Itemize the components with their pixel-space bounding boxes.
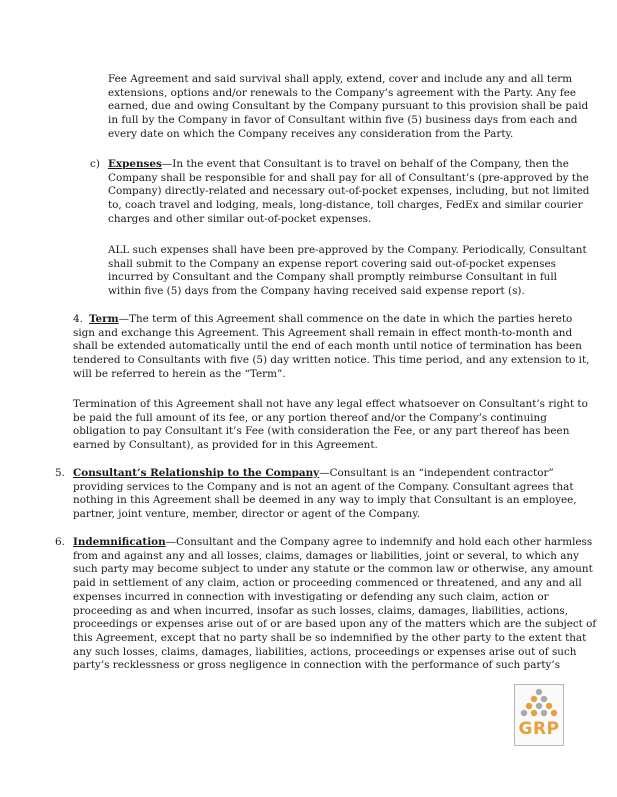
text-line: charges and other similar out-of-pocket expenses. — [108, 212, 372, 225]
text-span: —In the event that Consultant is to travel on behalf of the Company, then the — [161, 158, 569, 170]
text-line: Termination of this Agreement shall not have any legal effect whatsoever on Consultant’s right to — [73, 398, 588, 410]
expenses-paragraph — [108, 158, 589, 227]
text-line: proceedings or expenses arise out of or are based upon any of the matters which are the subject of — [73, 618, 597, 631]
term-paragraph — [73, 313, 589, 382]
logo-dot — [551, 710, 557, 716]
text-line: paid in settlement of any claim, action or proceeding commenced or threatened, and any and all — [73, 577, 582, 590]
relationship-heading: Consultant’s Relationship to the Company — [73, 467, 320, 479]
expenses-marker: c) — [90, 158, 100, 170]
text-line: shall submit to the Company an expense report covering said out-of-pocket expenses — [108, 257, 556, 270]
text-line: every date on which the Company receives any consideration from the Party. — [108, 127, 514, 140]
text-line: partner, joint venture, member, director or agent of the Company. — [73, 508, 421, 521]
grp-logo-icon — [515, 685, 563, 721]
text-line: Company) directly-related and necessary out-of-pocket expenses, including, but not limited — [108, 185, 590, 198]
text-line — [108, 158, 589, 172]
fee-agreement-paragraph — [108, 73, 588, 142]
text-line: in full by the Company in favor of Consultant within five (5) business days from each and — [108, 114, 578, 127]
text-line: any such losses, claims, damages, liabilities, actions, proceedings or expenses arise out of such — [73, 645, 577, 658]
text-line: within five (5) days from the Company having received said expense report (s). — [108, 285, 525, 298]
text-span: —Consultant is an “independent contractor” — [319, 467, 554, 479]
text-line: party’s recklessness or gross negligence in connection with the performance of such party’s — [73, 659, 561, 672]
logo-dot — [546, 703, 552, 709]
logo-dot — [541, 710, 547, 716]
term-heading: Term — [89, 313, 119, 325]
text-line: earned by Consultant), as provided for in this Agreement. — [73, 439, 378, 452]
text-line: ALL such expenses shall have been pre-approved by the Company. Periodically, Consultant — [108, 244, 587, 256]
grp-logo-text: GRP — [518, 719, 560, 739]
text-line: shall be extended automatically until the end of each month until notice of termination has been — [73, 340, 582, 353]
text-line: earned, due and owing Consultant by the Company pursuant to this provision shall be paid — [108, 100, 589, 113]
text-line: such party may become subject to under any statute or the common law or otherwise, any amount — [73, 563, 593, 576]
text-line — [73, 536, 596, 550]
logo-dot — [536, 689, 542, 695]
text-line: incurred by Consultant and the Company shall promptly reimburse Consultant in full — [108, 271, 557, 284]
termination-paragraph — [73, 398, 588, 453]
text-line: sign and exchange this Agreement. This Agreement shall remain in effect month-to-month and — [73, 326, 573, 339]
text-line: this Agreement, except that no party shall be so indemnified by the other party to the extent that — [73, 631, 587, 644]
logo-dot — [541, 696, 547, 702]
logo-dot — [531, 710, 537, 716]
text-line: obligation to pay Consultant it’s Fee (with consideration the Fee, or any part thereof has been — [73, 425, 570, 438]
text-line: be paid the full amount of its fee, or any portion thereof and/or the Company’s continuing — [73, 411, 547, 424]
text-line: Fee Agreement and said survival shall apply, extend, cover and include any and all term — [108, 73, 573, 85]
text-line — [73, 313, 589, 327]
logo-dot — [521, 710, 527, 716]
text-line: Company shall be responsible for and shall pay for all of Consultant’s (pre-approved by the — [108, 171, 589, 184]
text-line: from and against any and all losses, claims, damages or liabilities, joint or several, to which any — [73, 549, 579, 562]
logo-dot — [536, 703, 542, 709]
text-line: tendered to Consultants with five (5) day written notice. This time period, and any extension to it, — [73, 354, 590, 367]
text-line: will be referred to herein as the “Term”. — [73, 367, 286, 380]
indemnification-number: 6. — [55, 536, 65, 548]
text-span: —Consultant and the Company agree to indemnify and hold each other harmless — [165, 536, 593, 548]
relationship-number: 5. — [55, 467, 65, 479]
text-span: —The term of this Agreement shall commence on the date in which the parties hereto — [118, 313, 573, 325]
text-line: providing services to the Company and is not an agent of the Company. Consultant agrees that — [73, 480, 574, 493]
logo-dot — [526, 703, 532, 709]
text-line: proceeding as and when incurred, insofar as such losses, claims, damages, liabilities, actions, — [73, 604, 569, 617]
text-line: to, coach travel and lodging, meals, long-distance, toll charges, FedEx and similar courier — [108, 199, 583, 212]
text-line: extensions, options and/or renewals to the Company’s agreement with the Party. Any fee — [108, 86, 577, 99]
logo-dot — [531, 696, 537, 702]
text-line: nothing in this Agreement shall be deemed in any way to imply that Consultant is an employee, — [73, 494, 577, 507]
relationship-paragraph — [73, 467, 577, 522]
indemnification-paragraph — [73, 536, 596, 673]
text-line — [73, 467, 577, 481]
grp-logo — [514, 684, 564, 746]
text-line: expenses incurred in connection with investigating or defending any such claim, action or — [73, 590, 549, 603]
term-number: 4. — [73, 313, 83, 325]
indemnification-heading: Indemnification — [73, 536, 166, 548]
expenses-heading: Expenses — [108, 158, 162, 170]
expenses-preapproval-paragraph — [108, 244, 587, 299]
